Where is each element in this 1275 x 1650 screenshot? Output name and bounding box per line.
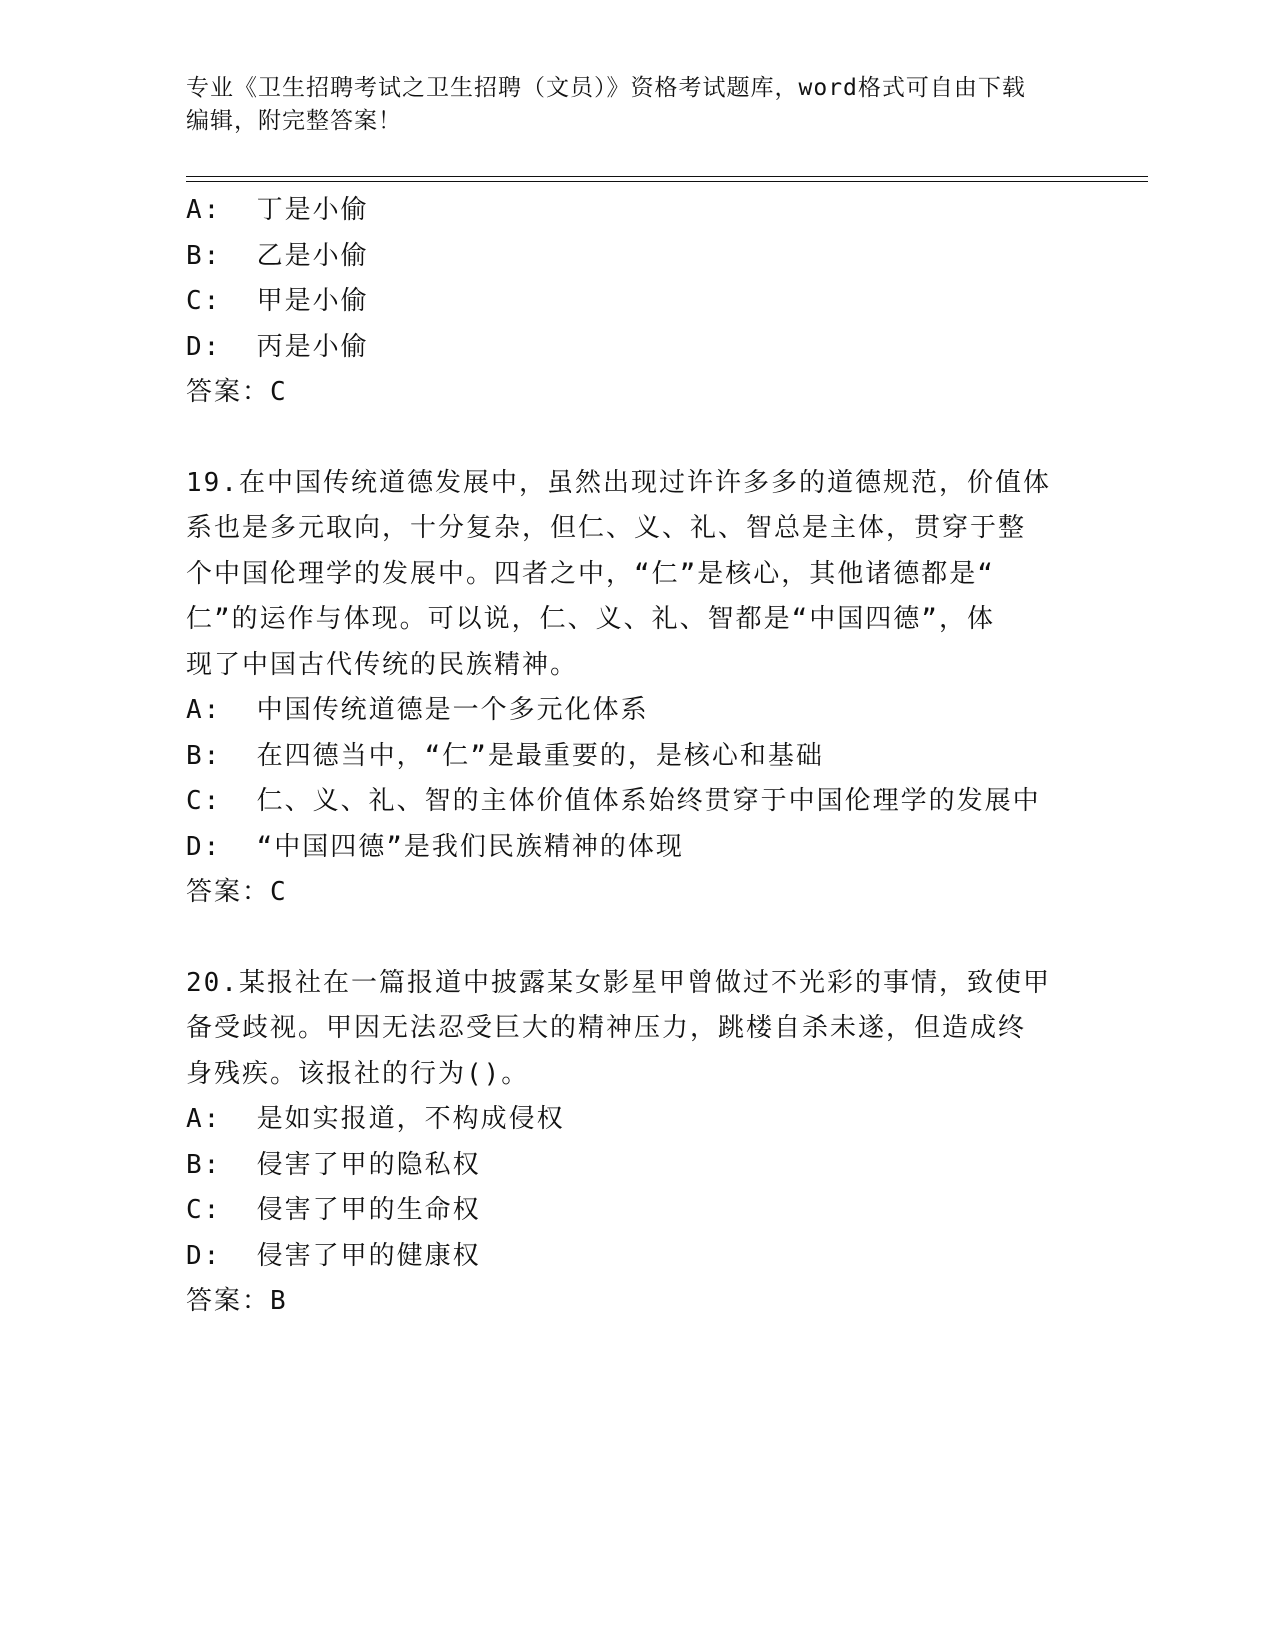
- option-b: B: 在四德当中，“仁”是最重要的，是核心和基础: [186, 740, 824, 771]
- option-d: D: “中国四德”是我们民族精神的体现: [186, 831, 684, 862]
- question-stem-line: 现了中国古代传统的民族精神。: [186, 649, 579, 680]
- option-a: A: 中国传统道德是一个多元化体系: [186, 695, 649, 725]
- question-stem-line: 备受歧视。甲因无法忍受巨大的精神压力，跳楼自杀未遂，但造成终: [186, 1013, 1027, 1043]
- question-stem-line: 身残疾。该报社的行为()。: [186, 1058, 530, 1089]
- question-stem-line: 个中国伦理学的发展中。四者之中，“仁”是核心，其他诸德都是“: [186, 558, 995, 589]
- spacer: [186, 916, 1086, 961]
- option-d: D: 丙是小偷: [186, 331, 369, 362]
- question-stem-line: 19.在中国传统道德发展中，虽然出现过许许多多的道德规范，价值体: [186, 467, 1051, 498]
- answer: 答案：B: [186, 1286, 288, 1316]
- header-line-1: 专业《卫生招聘考试之卫生招聘（文员）》资格考试题库，word格式可自由下载: [186, 75, 1026, 101]
- document-header: [186, 72, 1086, 138]
- header-line-2: 编辑，附完整答案！: [186, 108, 402, 134]
- question-20: [186, 961, 1086, 1325]
- header-divider-bottom: [186, 181, 1148, 182]
- question-19: [186, 461, 1086, 916]
- header-divider-top: [186, 176, 1148, 177]
- question-stem-line: 仁”的运作与体现。可以说，仁、义、礼、智都是“中国四德”，体: [186, 604, 995, 634]
- option-c: C: 侵害了甲的生命权: [186, 1195, 481, 1225]
- option-a: A: 丁是小偷: [186, 195, 369, 225]
- question-stem-line: 系也是多元取向，十分复杂，但仁、义、礼、智总是主体，贯穿于整: [186, 513, 1027, 543]
- question-list: [186, 188, 1086, 1325]
- option-c: C: 甲是小偷: [186, 286, 369, 316]
- option-b: B: 乙是小偷: [186, 240, 369, 271]
- option-c: C: 仁、义、礼、智的主体价值体系始终贯穿于中国伦理学的发展中: [186, 786, 1041, 816]
- spacer: [186, 416, 1086, 461]
- option-a: A: 是如实报道，不构成侵权: [186, 1104, 565, 1134]
- option-b: B: 侵害了甲的隐私权: [186, 1149, 481, 1180]
- option-d: D: 侵害了甲的健康权: [186, 1240, 481, 1271]
- answer: 答案：C: [186, 377, 288, 407]
- answer: 答案：C: [186, 877, 288, 907]
- question-18: [186, 188, 1086, 416]
- question-stem-line: 20.某报社在一篇报道中披露某女影星甲曾做过不光彩的事情，致使甲: [186, 967, 1051, 998]
